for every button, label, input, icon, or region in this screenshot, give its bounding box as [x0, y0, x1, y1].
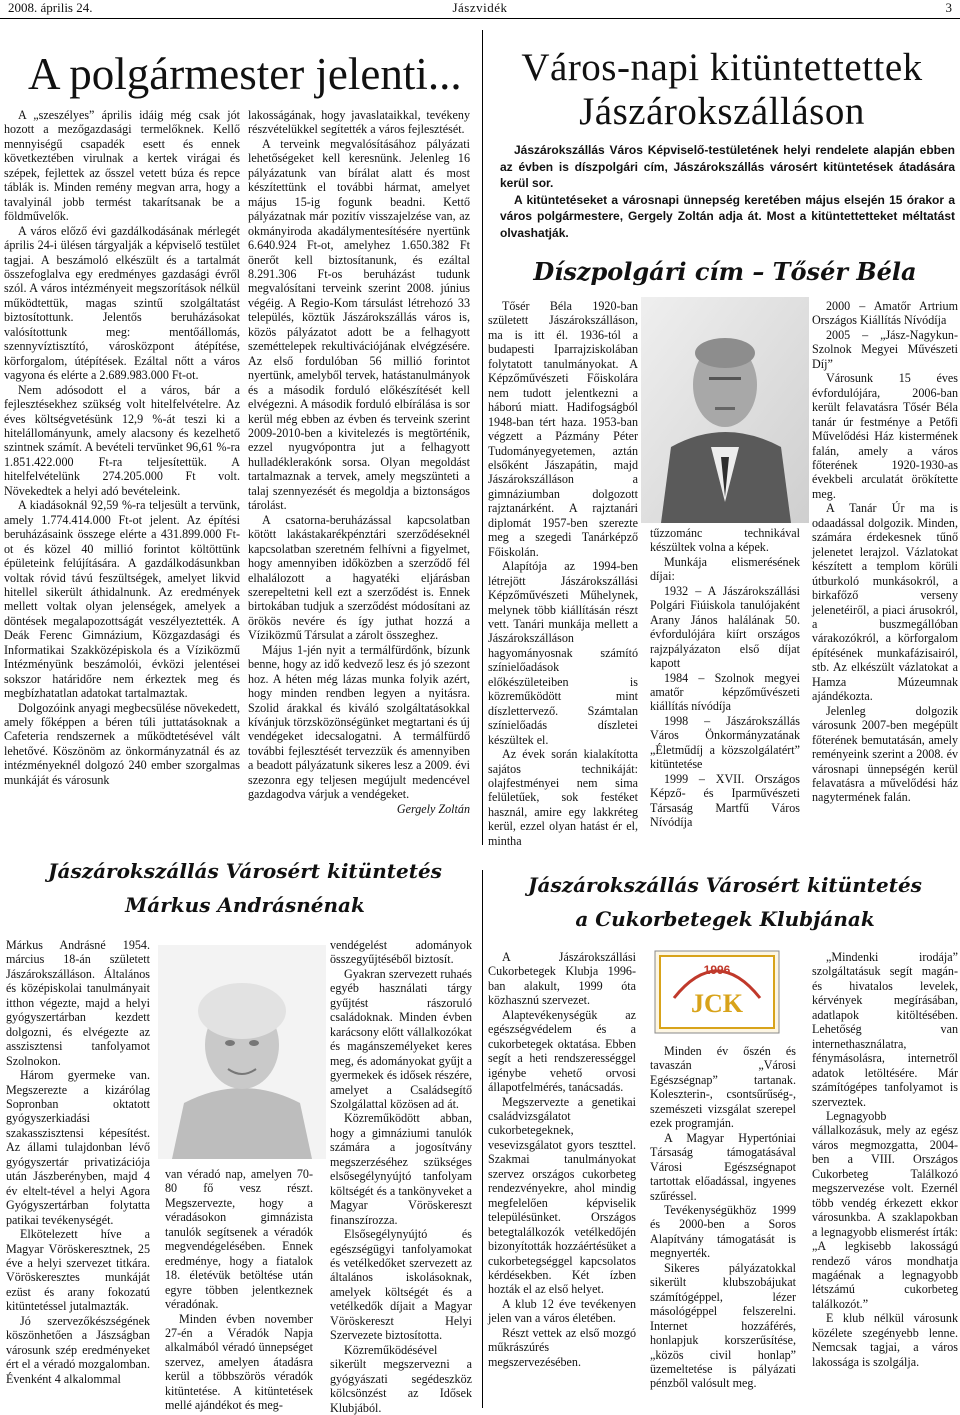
award-entry: 2000 – Amatőr Artrium Országos Kiállítás Nívódíja: [812, 299, 958, 328]
mayor-signature: Gergely Zoltán: [396, 801, 470, 816]
paragraph: Nem adósodott el a város, bár a fejlesztésekhez szükség volt hitelfelvételre. Az éves költségvetésünk 12,9 %-át teszi ki a hitelállományunk, amely alacsony és kezelhető szintnek számít. A bevételi tervünket 96,61 %-ra 1.851.422.000 Ft-ra teljesítettük. A hitelfelvételünk 274.205.000 Ft volt. Növekedtek a helyi adó bevételeink.: [4, 382, 240, 498]
tosr-bela-photo: [641, 297, 809, 523]
award-entry: 1932 – A Jászárokszállási Polgári Fiúiskola tanulójaként Arany János halálának 50. évfordulójára kiírt országos rajzpályázaton első díjat kapott: [650, 583, 800, 671]
paragraph: A „szeszélyes” április idáig még csak jót hozott a mezőgazdasági termelőknek. Kellő mennyiségű csapadék esett és ennek következtében virulnak a kertek virágai és szépek, fejlettek az ősszel vetett búza és repce táblák is. Minden remény megvan arra, hogy a tavalyinál jobb termést takarítsanak be a földművelők.: [4, 108, 240, 224]
paragraph: A kiadásoknál 92,59 %-ra teljesült a tervünk, amely 1.774.414.000 Ft-ot jelent. Az építési beruházásaink összege elérte a 431.899.000 Ft-ot és közel 40 millió forintot költöttünk épületeink felújítására. A gazdálkodásunkban voltak róvid távú feszültségek, amelyet likvid hitellel sikerült áthidalnunk. Az eredmények mellett voltak olyan jelenségek, amelyek a döntések megalapozottságát veszélyeztették. A Deák Ferenc Gimnázium, Közgazdasági és Informatikai Szakközépiskola és a Víziközmű Intézményünk beszámolói, évközi jelentései sokszor határidőre nem érkeztek meg és megbízhatatlan adatokat tartalmaztak.: [4, 498, 240, 701]
paragraph: Alapítója az 1994-ben létrejött Jászárokszállási Képzőművészeti Műhelynek, melynek több kiállításán részt vett. Tanári munkája mellett a Jászárokszálláson hagyományosnak számító színielőadások előkészületeiben is közreműködött mint díszlettervező. Számtalan színielőadás díszletei készültek el.: [488, 559, 638, 747]
markus-col-b: [165, 1167, 313, 1413]
honorary-citizen-title: Díszpolgári cím – Tősér Béla: [533, 257, 917, 286]
header-rule: [0, 18, 960, 19]
paragraph: A Tanár Úr ma is odaadással dolgozik. Minden, számára érdekesnek tűnő jelenetet lerajzol. Vázlatokat készített a templom körüli útburkoló munkásokról, a birkafőző verseny jelenetéiről, a piaci árusokról, a buszmegállóban várakozókról, a körforgalom építésének munkafázisairól, stb. Az elkészült vázlatokat a Hamza Múzeumnak ajándékozta.: [812, 501, 958, 704]
diabetes-club-title-line2: a Cukorbetegek Klubjának: [575, 907, 875, 931]
diabetes-col-a: [488, 950, 636, 1404]
paragraph: Az évek során kialakította sajátos technikáját: olajfestményei nem sima felületűek, sok festéket használ, amire egy lakkréteg kerül, ezzel olyan hatást ér el, mintha: [488, 747, 638, 848]
paragraph: „Mindenki irodája” szolgáltatásuk segít magán- és hivatalos levelek, kérvények megírásában, adatlapok kitöltésében. Lehetőség van internethasználatra, fénymásolásra, internetről adatok letöltésére. Már számítógépes tanfolyamot is szerveztek.: [812, 950, 958, 1109]
markus-award-title-line1: Jászárokszállás Városért kitüntetés: [48, 859, 442, 883]
markus-col-c: [330, 938, 472, 1415]
lead-paragraph: Jászárokszállás Város Képviselő-testületének helyi rendelete alapján ebben az évben is díszpolgári cím, Jászárokszállás városért kitüntetések átadására kerül sor.: [500, 143, 955, 190]
paragraph: Elsősegélynyújtó és egészségügyi tanfolyamokat és vetélkedőket szervezett az általános iskolásoknak, amelyek költségét és a vetélkedők díjait a Magyar Vöröskereszt Helyi Szervezete biztosította.: [330, 1227, 472, 1343]
paragraph: Legnagyobb vállalkozásuk, mely az egész város megmozgatta, 2004-ben a VIII. Országos Cukorbeteg Találkozó megszervezése volt. Ezernél több vendég érkezett ekkor városunkba. A szaklapokban a legnagyobb elismerést írták: „A legkisebb lakosságú rendező város mondhatja magáénak a legnagyobb létszámú cukorbeteg találkozót.”: [812, 1108, 958, 1311]
paragraph: A Jászárokszállási Cukorbetegek Klubja 1996-ban alakult, 1999 óta közhasznú szervezet.: [488, 950, 636, 1008]
paragraph: lakosságának, hogy javaslataikkal, tevékeny részvételükkel segítették a város fejlesztését.: [248, 108, 470, 137]
paragraph: Minden év őszén és tavaszán „Városi Egészségnap” tartanak. Koleszterin-, csontsűrűség-, szemészeti vizsgálat szerepel ezek programján.: [650, 1044, 796, 1131]
logo-text: JCK: [691, 989, 743, 1018]
paragraph: Május 1-jén nyit a termálfürdőnk, bízunk benne, hogy az idő kedvező lesz és jó szezont hoz. A héten még lázas munka folyik azért, hogy minden rendben legyen a nyitásra. Szolid árakkal és kiváló szolgáltatásokkal kívánjuk törzsközönségünket megtartani és új vendégeket idecsalogatni. A termálfürdő további fejlesztését tervezzük és amennyiben a beadott pályázatunk sikeres lesz a 2009. évi szezonra egy teljesen megújult medencével gazdagodva várjuk a vendégeket.: [248, 642, 470, 802]
mayor-report-col1: [4, 108, 240, 831]
paragraph: Tősér Béla 1920-ban született Jászárokszálláson, ma is itt él. 1936-tól a budapesti Iparrajziskolában folytatott tanulmányokat. A Képzőművészeti Főiskolára nem tudott jelentkezni a háború miatt. Hadifogságból 1948-ban tért haza. 1953-ban végzett a Pázmány Péter Tudományegyetemen, aztán elsőként Jászapátin, majd Jászárokszálláson a gimnáziumban dolgozott rajztanárként. A rajztanári diplomát 1957-ben szerezte meg a szegedi Tanárképző Főiskolán.: [488, 299, 638, 559]
paragraph: A város előző évi gazdálkodásának mérlegét április 24-i ülésen tárgyalják a képviselő testület tagjai. A beszámoló elkészült és a tartalmát összefoglalva egy eredményes gazdasági évről szól. A város intézményeit megszorítások nélkül működtettük, magas szintű szolgáltatást biztosítottunk. Jelentős beruházásokat valósítottunk meg: mentőállomás, szennyvíztisztító, városközpont átépítése, körforgalom, útépítések. Ezáltal nőtt a város vagyona és elérte a 2.689.983.000 Ft-ot.: [4, 223, 240, 383]
diabetes-col-b: [650, 1044, 796, 1404]
paragraph: Részt vettek az első mozgó műkrászúrés megszervezésében.: [488, 1325, 636, 1369]
paragraph: Alaptevékenységük az egészségvédelem és a cukorbetegek oktatása. Ebben segít a heti rendszerességgel igénybe vehető orvosi állapotfelmérés, tanácsadás.: [488, 1007, 636, 1095]
diabetes-col-c: [812, 950, 958, 1404]
paragraph: Jelenleg dolgozik városunk 2007-ben megépült főterének bemutatásán, amely reményeink szerint a 2008. év városnapi ünnepségén kerül felavatásra a művelődési ház nagytermének falán.: [812, 703, 958, 805]
jck-logo: [654, 950, 780, 1034]
awards-lead: [500, 142, 955, 240]
paragraph: van véradó nap, amelyen 70-80 fő vesz részt. Megszervezte, hogy a véradásokon gimnázista tanulók segítsenek a véradók megvendégelésében. Ennek eredménye, hogy a fiatalok 18. életévük betöltése után egyre többen jelentkeznek véradónak.: [165, 1167, 313, 1312]
paragraph: Három gyermeke van. Megszerezte a kizárólag Sopronban oktatott gyógyszerkiadási szakasszisztensi képesítést. Az állami tulajdonban lévő gyógyszertár privatizációja után Jászberényben, majd 4 év eltelt-tével a helyi Agora Gyógyszertárban folytatta patikai tevékenységét.: [6, 1068, 150, 1227]
paragraph: vendégelést adományok összegyűjtéséből biztosít.: [330, 938, 472, 967]
lead-paragraph: A kitüntetéseket a városnapi ünnepség keretében május elsején 15 órakor a város polgármestere, Gergely Zoltán adja át. Most a kitüntettetteket méltatást olvashatják.: [500, 192, 955, 240]
markus-andrasne-photo: [158, 945, 326, 1159]
paragraph: Gyakran szervezett ruhaés egyéb használati tárgy gyűjtést rászoruló családoknak. Minden évben karácsony előtt vállalkozókat és magánszemélyeket keres meg, és adományokat gyűjt a gyermekek és idősek részére, amelyet a Családsegítő Szolgálattal közösen ad át.: [330, 966, 472, 1111]
markus-award-title-line2: Márkus Andrásnénak: [125, 893, 365, 917]
honorary-col-a: [488, 299, 638, 848]
newspaper-name: Jászvidék: [452, 0, 508, 15]
paragraph: tűzzománc technikával készültek volna a képek.: [650, 526, 800, 555]
award-entry: 1984 – Szolnok megyei amatőr képzőművészeti kiállítás nívódíja: [650, 670, 800, 714]
paragraph: Megszervezte a genetikai családvizsgálatot cukorbetegeknek, vesevizsgálatot gyors teszttel. Szakmai tanulmányokat szervez országos cukorbeteg rendezvényekre, ahol mindig megfelelően képviselik településünket. Országos betegtalálkozók vetélkedőjén bizonyították hozzáértésüket a cukorbetegséggel kapcsolatos kérdésekben. Két ízben hozták el az első helyet.: [488, 1094, 636, 1297]
paragraph: A csatorna-beruházással kapcsolatban kötött lakástakarékpénztári szerződéseknél kapcsolatban szeretném felhívni a figyelmet, hogy amennyiben időközben a szerződő fél elhalálozott a hagyatéki eljárásban szerepeltetni kell ezt a szerződést is. Ennek birtokában tudjuk a szerződést módosítani az örökös nevére és így juthat hozzá a Víziközmű Társulat a zárolt összeghez.: [248, 512, 470, 643]
paragraph: Márkus Andrásné 1954. március 18-án született Jászárokszálláson. Általános és középiskolai tanulmányait itthon végezte, majd a helyi gyógyszertárban kezdett dolgozni, és elvégezte az asszisztensi tanfolyamot Szolnokon.: [6, 938, 150, 1068]
paragraph: Dolgozóink anyagi megbecsülése növekedett, amely főképpen a béren túli juttatásoknak a Cafeteria rendszernek a működtetésével vált lehetővé. Köszönöm az önkormányzatnál és az intézményeknél dolgozó 240 ember szorgalmas munkáját és városunk: [4, 700, 240, 787]
paragraph: Elkötelezett híve a Magyar Vöröskeresztnek, 25 éve a helyi szervezet titkára. Vöröskeresztes munkáját ezüst és arany fokozatú kitüntetéssel jutalmazták.: [6, 1227, 150, 1314]
paragraph: Közreműködésével sikerült megszervezni a gyógyászati segédeszköz kölcsönzést az Idősek Klubjából.: [330, 1342, 472, 1415]
paragraph: Városunk 15 éves évfordulójára, 2006-ban került felavatásra Tősér Béla tanár úr festménye a Petőfi Művelődési Ház kistermének falán, amely a város főterének 1920-1930-as évekbeli arculatát örökítette meg.: [812, 371, 958, 501]
mayor-report-col2: [248, 108, 470, 831]
paragraph: A terveink megvalósításához pályázati lehetőségeket kell keresnünk. Jelenleg 16 pályázatunk van bírálat alatt és most készítettünk el további hármat, amelyet május 15-ig fogunk beadni. Kettő pályázatnak már pozitív visszajelzése van, az okmányiroda akadálymentesítésére nyertünk 6.640.924 Ft-ot, amelyhez 1.650.382 Ft önerőt kell biztosítanunk, és ezáltal 8.291.306 Ft-os beruházást tudunk megvalósítani terveink szerint 2008. június végéig. A Regio-Kom társulást létrehozó 33 település, köztük Jászárokszállás város is, közös pályázatot adott be a felhagyott szeméttelepek rekultivációjának elvégzésére. Az első fordulóban 56 millió forintot nyertünk, amelyből tervek, hatástanulmányok és a második forduló előkészítését kell elvégezni. A második forduló elbírálása is sor kerül még ebben az évben és terveink szerint 2009-2010-ben a kivitelezés is megtörténik, ezzel nyugvópontra jut a felhagyott hulladéklerakónk sorsa. Olyan megoldást tartalmaznak a tervek, amely megszünteti a talaj szennyezését és megoldja a biztonságos tárolást.: [248, 136, 470, 513]
page-header: [0, 0, 960, 16]
honorary-col-c: [812, 299, 958, 843]
paragraph: Tevékenységükhöz 1999 és 2000-ben a Soros Alapítvány támogatását is megnyerték.: [650, 1202, 796, 1261]
markus-col-a: [6, 938, 150, 1404]
awards-title-line2: Jászárokszálláson: [579, 90, 865, 133]
page-number: 3: [945, 0, 952, 15]
diabetes-club-title-line1: Jászárokszállás Városért kitüntetés: [528, 873, 922, 897]
paragraph: A Magyar Hypertóniai Társaság támogatásával Városi Egészségnapot tartottak előadással, ingyenes szűréssel.: [650, 1130, 796, 1203]
paragraph: Közreműködött abban, hogy a gimnáziumi tanulók számára a jogosítvány megszerzéséhez szükséges elsősegélynyújtó tanfolyam költségét és a tankönyveket a Magyar Vöröskereszt finanszírozza.: [330, 1111, 472, 1227]
paragraph: Minden évben november 27-én a Véradók Napja alkalmából véradó ünnepséget szervez, amelyen átadásra kerül a többszörös véradók kitüntetése. A kitüntetések mellé ajándékot és meg-: [165, 1311, 313, 1413]
mayor-report-title: A polgármester jelenti...: [28, 49, 462, 99]
center-column-rule: [482, 30, 483, 845]
paragraph: Jó szervezőkészségének köszönhetően a Jászságban városunk szép eredményeket ért el a véradó mozgalomban. Évenként 4 alkalommal: [6, 1313, 150, 1386]
paragraph: A klub 12 éve tevékenyen jelen van a város életében.: [488, 1296, 636, 1326]
awards-title-line1: Város-napi kitüntettettek: [521, 46, 923, 89]
honorary-col-b: [650, 526, 800, 843]
logo-year: 1996: [703, 963, 731, 977]
issue-date: 2008. április 24.: [8, 0, 93, 15]
paragraph: E klub nélkül városunk közélete szegényebb lenne. Nemcsak tagjai, a város lakossága is szolgálja.: [812, 1311, 958, 1369]
award-entry: 1999 – XVII. Országos Képző- és Iparművészeti Társaság Martfű Város Nívódíja: [650, 771, 800, 830]
bottom-center-rule: [482, 870, 483, 1408]
award-entry: 1998 – Jászárokszállás Város Önkormányzatának „Életműdíj a közszolgálatért” kitüntetése: [650, 713, 800, 772]
paragraph: Munkája elismerésének díjai:: [650, 554, 800, 584]
paragraph: Sikeres pályázatokkal sikerült klubszobájukat számítógéppel, lézer másológéppel felszerelni. Internet hozzáférés, honlapjuk korszerűsítése, „közös civil honlap” üzemeltetése is pályázati pénzből valósult meg.: [650, 1260, 796, 1391]
award-entry: 2005 – „Jász-Nagykun-Szolnok Megyei Művészeti Díj”: [812, 327, 958, 371]
